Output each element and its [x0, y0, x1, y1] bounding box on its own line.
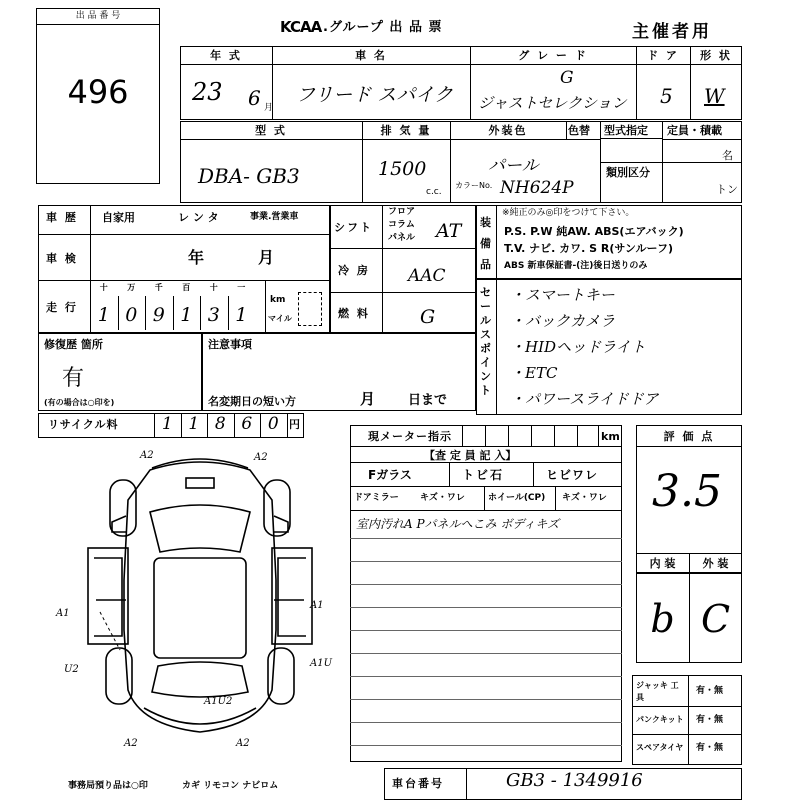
jack-option[interactable]: 有・無	[696, 686, 724, 696]
ac-value: AAC	[408, 266, 446, 286]
sales-point-item: ・ETC	[510, 364, 558, 382]
sales-point-item: ・HIDヘッドライト	[510, 338, 646, 356]
mileage-digit-label: 百	[182, 283, 191, 292]
damage-mark-left-rear: U2	[64, 664, 79, 675]
damage-mark-front-left: A2	[140, 450, 154, 461]
crack-label: ヒビワレ	[546, 468, 599, 482]
damage-mark-right-side: A1	[310, 600, 324, 611]
doors-label: ド ア	[647, 49, 679, 62]
equipment-note: ※純正のみ◎印をつけて下さい。	[502, 208, 635, 218]
wheel-options: キズ・ワレ	[562, 493, 607, 503]
spare-tire-option[interactable]: 有・無	[696, 743, 724, 753]
displacement-label: 排 気 量	[380, 124, 432, 137]
category-label: 類別区分	[606, 166, 650, 179]
inspector-remark: 室内汚れA Pパネルへこみ ボディキズ	[356, 517, 560, 531]
jack-label: ジャッキ 工 具	[636, 681, 679, 702]
capacity-label: 定員・積載	[667, 124, 722, 137]
history-private: 自家用	[102, 211, 135, 224]
equipment-line-3: ABS 新車保証書-(注)後日送りのみ	[504, 261, 648, 271]
damage-mark-right-rear: A1U	[310, 658, 333, 669]
color-label: 外装色	[488, 124, 528, 137]
mileage-digit-label: 一	[237, 283, 246, 292]
office-items: カギ リモコン ナビロム	[182, 781, 279, 791]
form-title: .グループ 出 品 票	[323, 20, 443, 35]
ac-label: 冷 房	[338, 264, 370, 277]
mileage-digit-label: 万	[127, 283, 136, 292]
sales-point-item: ・パワースライドドア	[510, 390, 659, 408]
car-damage-diagram	[40, 440, 360, 770]
shift-value: AT	[436, 220, 462, 242]
meter-km: km	[601, 430, 620, 443]
mileage-digit: 1	[97, 304, 110, 326]
sales-point-item: ・スマートキー	[510, 286, 615, 304]
history-rental: レ ン タ	[178, 211, 219, 224]
inspection-label: 車 検	[46, 252, 78, 265]
recycle-digit: 6	[241, 414, 253, 434]
history-commercial: 事業.営業車	[250, 212, 299, 222]
mileage-digit-label: 十	[99, 283, 108, 292]
mileage-digit: 1	[235, 304, 248, 326]
equipment-line-1: P.S. P.W 純AW. ABS(エアバック)	[504, 225, 684, 238]
equipment-line-2: T.V. ナビ. カワ. S R(サンルーフ)	[504, 242, 674, 255]
recycle-yen: 円	[289, 418, 300, 431]
mile-checkbox[interactable]	[298, 292, 322, 326]
exterior-label: 外 装	[702, 557, 729, 570]
interior-label: 内 装	[649, 557, 676, 570]
color-value: パール	[488, 156, 539, 176]
rating-score: 3.5	[652, 466, 722, 517]
interior-value: b	[650, 597, 675, 641]
rating-label: 評 価 点	[663, 430, 715, 443]
inspector-label: 【査 定 員 記 入】	[424, 449, 517, 462]
damage-mark-left-side: A1	[56, 608, 70, 619]
mile-unit: マイル	[268, 314, 292, 323]
wheel-label: ホイール(CP)	[488, 493, 546, 503]
recycle-digit: 1	[161, 414, 173, 434]
fuel-label: 燃 料	[338, 307, 370, 320]
chassis-value: GB3 - 1349916	[506, 770, 643, 791]
shift-column: コラム	[388, 220, 415, 230]
repair-note: (有の場合は○印を)	[44, 398, 115, 407]
notes-month-unit: 月	[360, 390, 376, 408]
inspection-month-unit: 月	[258, 248, 275, 267]
mileage-digit: 3	[207, 304, 220, 326]
puncture-kit-label: パンクキット	[636, 715, 684, 724]
displacement-value: 1500	[378, 158, 427, 180]
year-value: 23	[192, 78, 223, 106]
color-number-value: NH624P	[500, 178, 574, 198]
notes-short-term: 名変期日の短い方	[208, 395, 296, 408]
inspection-year-unit: 年	[188, 248, 205, 267]
fuel-value: G	[420, 306, 436, 328]
capacity-unit-tons: トン	[716, 183, 738, 196]
meter-label: 現メーター指示	[368, 430, 452, 443]
shift-panel: パネル	[388, 233, 416, 243]
month-unit: 月	[264, 103, 274, 113]
chip-label: トビ石	[462, 468, 505, 482]
shift-floor: フロア	[388, 207, 416, 217]
capacity-unit-persons: 名	[722, 149, 733, 162]
mileage-label: 走 行	[46, 301, 78, 314]
damage-mark-rear-right: A2	[236, 738, 250, 749]
cc-unit: c.c.	[426, 187, 442, 197]
recycle-label: リサイクル料	[48, 418, 119, 431]
spare-tire-label: スペアタイヤ	[636, 743, 684, 752]
model-label: 型 式	[255, 124, 287, 137]
car-name-value: フリード スパイク	[296, 84, 453, 106]
history-label: 車 歴	[46, 211, 78, 224]
lot-number-value: 496	[67, 73, 129, 111]
mileage-digit-label: 十	[209, 283, 218, 292]
color-change-label: 色替	[568, 124, 590, 137]
mileage-digit: 9	[152, 304, 165, 326]
mirror-label: ドアミラー	[354, 493, 399, 503]
notes-label: 注意事項	[208, 338, 252, 351]
sales-points-label: セールスポイント	[480, 286, 491, 397]
model-designation-label: 型式指定	[604, 124, 648, 137]
repair-value: 有	[62, 366, 85, 391]
recycle-digit: 8	[214, 414, 226, 434]
equipment-label: 装備品	[480, 216, 491, 271]
damage-mark-rear: A1U2	[204, 696, 233, 707]
color-number-label: カラーNo.	[455, 181, 493, 190]
grade-value-2: ジャストセレクション	[478, 94, 627, 112]
year-label: 年 式	[210, 49, 242, 62]
doors-value: 5	[660, 84, 673, 108]
mileage-digit-label: 千	[154, 283, 163, 292]
recycle-digit: 1	[188, 414, 200, 434]
brand-logo: KCAA	[280, 18, 322, 36]
month-value: 6	[248, 86, 261, 110]
sales-point-item: ・バックカメラ	[510, 312, 616, 330]
office-note: 事務局預り品は○印	[68, 781, 148, 791]
shape-value: W	[704, 84, 725, 108]
model-value: DBA- GB3	[198, 164, 300, 188]
grade-value-1: G	[560, 68, 574, 88]
repair-label: 修復歴 箇所	[44, 338, 103, 351]
shape-label: 形 状	[700, 49, 732, 62]
host-label: 主催者用	[632, 22, 712, 42]
notes-day-unit: 日まで	[408, 393, 448, 408]
grade-label: グ レ ー ド	[518, 49, 588, 62]
glass-label: Fガラス	[368, 468, 412, 482]
chassis-label: 車台番号	[392, 777, 444, 790]
mileage-digit: 1	[180, 304, 193, 326]
car-name-label: 車 名	[355, 49, 387, 62]
damage-mark-front-right: A2	[254, 452, 268, 463]
km-unit: km	[270, 295, 286, 305]
puncture-kit-option[interactable]: 有・無	[696, 715, 724, 725]
damage-mark-rear-left: A2	[124, 738, 138, 749]
recycle-digit: 0	[267, 414, 279, 434]
mirror-options: キズ・ワレ	[420, 493, 465, 503]
mileage-digit: 0	[125, 304, 138, 326]
lot-number-label: 出 品 番 号	[75, 11, 121, 21]
exterior-value: C	[700, 597, 731, 641]
shift-label: シフト	[334, 221, 373, 234]
